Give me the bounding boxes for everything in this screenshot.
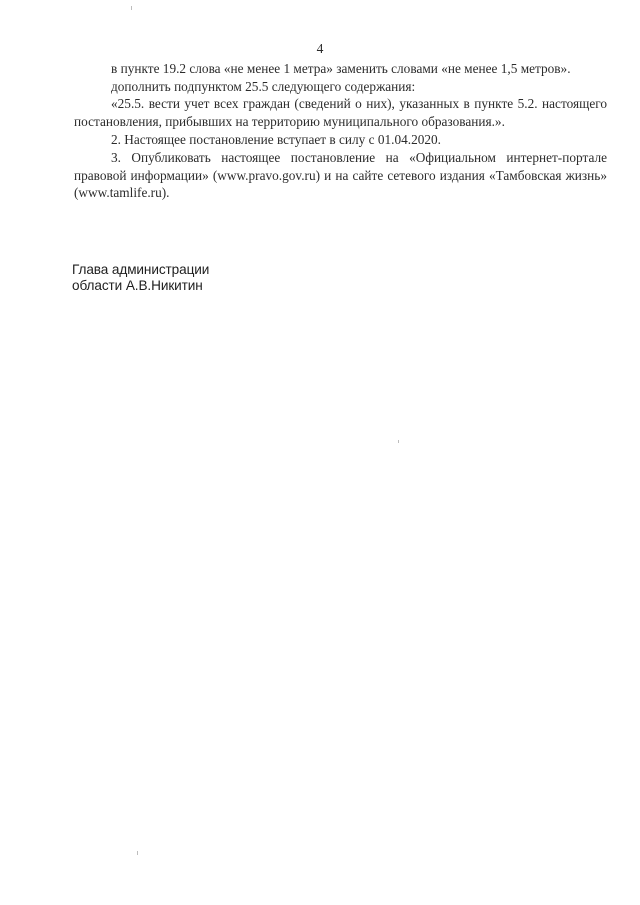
signature-name: области А.В.Никитин: [72, 277, 203, 293]
page-number: 4: [316, 41, 324, 56]
paragraph-25-5-text: «25.5. вести учет всех граждан (сведений о них), указанных в пункте 5.2. настоящего постановления, прибывших на территорию муниципального образования.».: [74, 96, 607, 129]
paragraph-add-25-5: дополнить подпунктом 25.5 следующего содержания:: [111, 78, 416, 94]
scan-speck: [131, 6, 132, 10]
signature-block: [72, 262, 209, 293]
paragraph-effective-date: 2. Настоящее постановление вступает в силу с 01.04.2020.: [111, 132, 442, 148]
scan-speck: [398, 440, 399, 443]
scan-speck: [137, 851, 138, 855]
signature-title: Глава администрации: [72, 262, 210, 277]
paragraph-publish: 3. Опубликовать настоящее постановление на «Официальном интернет-портале правовой информации» (www.pravo.gov.ru) и на сайте сетевого издания «Тамбовская жизнь» (www.tamlife.ru).: [74, 149, 607, 201]
paragraph-amend-19-2: в пункте 19.2 слова «не менее 1 метра» заменить словами «не менее 1,5 метров».: [111, 61, 571, 76]
document-body: [74, 60, 607, 202]
